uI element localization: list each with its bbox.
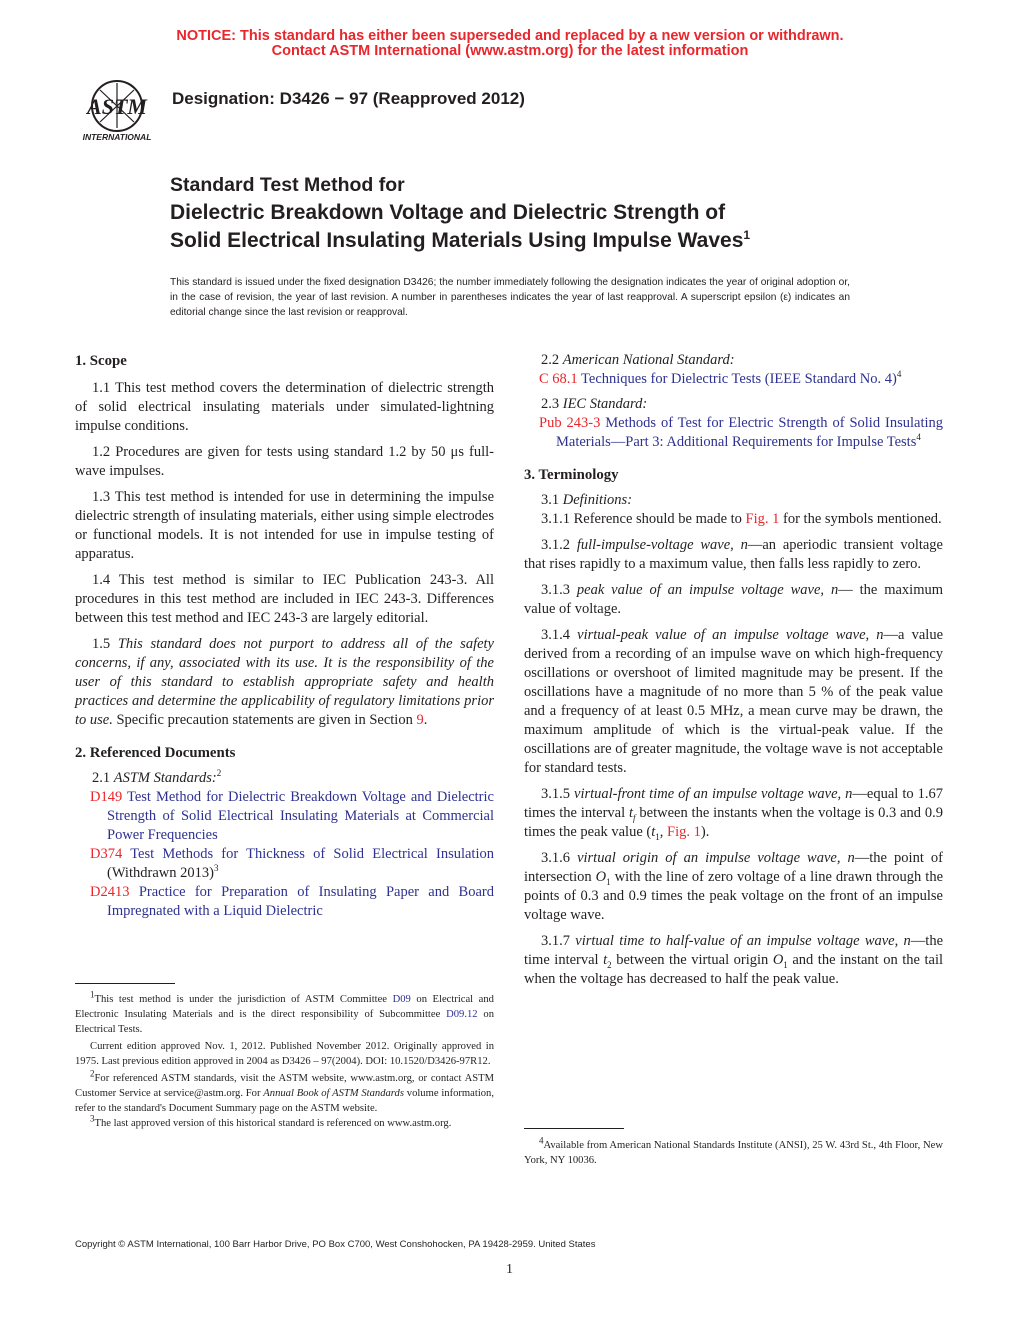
para-1-5: 1.5 This standard does not purport to address all of the safety concerns, if any, associated with its use. It is the responsibility of the user of this standard to establish appropriate safety and health practices and determine the applicability of regulatory limitations prior to use. Specific precaution statements are given in Section 9. (75, 636, 494, 728)
logo-text: ASTM (87, 94, 147, 119)
right-footnotes (524, 1135, 943, 1168)
title-footnote-mark: 1 (743, 228, 751, 242)
d09-12-link[interactable]: D09.12 (446, 1009, 478, 1020)
ref-pub-243-3-code[interactable]: Pub 243-3 (539, 415, 601, 431)
section-2-heading: 2. Referenced Documents (75, 745, 236, 761)
para-3-1-6: 3.1.6 virtual origin of an impulse voltage wave, n—the point of intersection $O_1$ with the line of zero voltage of a line drawn through the points of 0.3 and 0.9 times the peak voltage on the front of an impulse voltage wave. (524, 850, 944, 923)
para-3-1: 3.1 Definitions: (541, 492, 633, 508)
ref-c68-1: C 68.1 Techniques for Dielectric Tests (IEEE Standard No. 4)$^4$ (539, 369, 902, 387)
para-1-2: 1.2 Procedures are given for tests using standard 1.2 by 50 μs full-wave impulses. (75, 444, 494, 479)
ref-d2413 (75, 883, 494, 921)
page-number: 1 (506, 1262, 513, 1277)
para-1-1: 1.1 This test method covers the determination of dielectric strength of solid electrical insulating materials under simulated-lightning impulse conditions. (75, 380, 494, 434)
ref-d2413-title[interactable]: Practice for Preparation of Insulating Paper and Board Impregnated with a Liquid Dielectric (107, 884, 494, 919)
astm-logo (70, 78, 164, 144)
right-footnote-rule (524, 1128, 624, 1129)
para-3-1-7: 3.1.7 virtual time to half-value of an impulse voltage wave, n—the time interval $t_2$ between the virtual origin $O_1$ and the instant on the tail when the voltage has decreased to half the peak value. (524, 933, 944, 987)
ref-d374: D374 Test Methods for Thickness of Solid Electrical Insulation (Withdrawn 2013)$^3$ (90, 846, 494, 881)
fig-1-link[interactable]: Fig. 1 (745, 511, 780, 527)
ref-d374-code[interactable]: D374 (90, 846, 123, 862)
left-footnotes (75, 989, 495, 1131)
ref-c68-1-code[interactable]: C 68.1 (539, 371, 578, 387)
designation: Designation: D3426 − 97 (Reapproved 2012) (172, 89, 525, 108)
left-column (75, 352, 494, 921)
section-1-heading: 1. Scope (75, 353, 127, 369)
ref-pub-243-3-title[interactable]: Methods of Test for Electric Strength of Solid Insulating Materials—Part 3: Additional Requirements for Impulse Tests (556, 415, 943, 450)
ref-d2413-code[interactable]: D2413 (90, 884, 130, 900)
footnote-2: $^2$For referenced ASTM standards, visit the ASTM website, www.astm.org, or contact ASTM Customer Service at service@astm.org. For Annual Book of ASTM Standards volume information, refer to the standard's Document Summary page on the ASTM website. (75, 1068, 495, 1114)
notice-line-1: NOTICE: This standard has either been superseded and replaced by a new version or withdrawn. (176, 28, 844, 44)
section-9-link[interactable]: 9 (416, 712, 424, 728)
ref-d374-title[interactable]: Test Methods for Thickness of Solid Electrical Insulation (130, 846, 494, 862)
para-3-1-5: 3.1.5 virtual-front time of an impulse voltage wave, n—equal to 1.67 times the interval $t_f$ between the instants when the voltage is 0.3 and 0.9 times the peak value ($t_1$, Fig. 1). (524, 786, 944, 842)
para-1-3: 1.3 This test method is intended for use in determining the impulse dielectric strength of insulating materials, either using simple electrodes or functional models. It is not intended for use in impulse testing of apparatus. (75, 489, 494, 562)
para-3-1-3: 3.1.3 peak value of an impulse voltage wave, n— the maximum value of voltage. (524, 582, 944, 617)
footnote-1-edition: Current edition approved Nov. 1, 2012. Published November 2012. Originally approved in 1975. Last previous edition approved in 2004 as D3426 – 97(2004). DOI: 10.1520/D3426-97R12. (75, 1041, 494, 1067)
para-1-4: 1.4 This test method is similar to IEC Publication 243-3. All procedures in this test method are included in IEC 243-3. Differences between this test method and IEC 243-3 are largely editorial. (75, 572, 494, 626)
right-column (524, 351, 943, 989)
ref-pub-243-3: Pub 243-3 Methods of Test for Electric Strength of Solid Insulating Materials—Part 3: Additional Requirements for Impulse Tests$^4$ (539, 415, 943, 450)
left-footnote-rule (75, 983, 175, 984)
para-3-1-1: 3.1.1 Reference should be made to Fig. 1 for the symbols mentioned. (541, 511, 942, 527)
para-2-2: 2.2 American National Standard: (541, 352, 735, 368)
title-line-3: Solid Electrical Insulating Materials Using Impulse Waves$^1$ (170, 228, 751, 252)
ref-d149-code[interactable]: D149 (90, 789, 123, 805)
footnote-4: $^4$Available from American National Standards Institute (ANSI), 25 W. 43rd St., 4th Floor, New York, NY 10036. (524, 1135, 943, 1166)
logo-subtext: INTERNATIONAL (82, 132, 152, 142)
fig-1-link-2[interactable]: Fig. 1 (667, 824, 701, 840)
para-3-1-2: 3.1.2 full-impulse-voltage wave, n—an aperiodic transient voltage that rises rapidly to a maximum value, then falls less rapidly to zero. (524, 537, 943, 572)
copyright: Copyright © ASTM International, 100 Barr Harbor Drive, PO Box C700, West Conshohocken, PA 19428-2959. United States (75, 1239, 596, 1250)
section-3-heading: 3. Terminology (524, 467, 619, 483)
ref-d149-title[interactable]: Test Method for Dielectric Breakdown Voltage and Dielectric Strength of Solid Electrical Insulating Materials at Commercial Power Frequencies (107, 789, 494, 843)
d09-link[interactable]: D09 (392, 994, 411, 1005)
ref-c68-1-title[interactable]: Techniques for Dielectric Tests (IEEE Standard No. 4) (581, 371, 897, 387)
title-line-2: Dielectric Breakdown Voltage and Dielectric Strength of (170, 201, 726, 224)
footnote-3: $^3$The last approved version of this historical standard is referenced on www.astm.org. (90, 1113, 452, 1129)
intro-paragraph: This standard is issued under the fixed designation D3426; the number immediately following the designation indicates the year of original adoption or, in the case of revision, the year of last revision. A number in parentheses indicates the year of last reapproval. A superscript epsilon (ε) indicates an editorial change since the last revision or reapproval. (170, 277, 850, 319)
notice-line-2: Contact ASTM International (www.astm.org) for the latest information (271, 43, 749, 59)
footnote-1: $^1$This test method is under the jurisdiction of ASTM Committee D09 on Electrical and Electronic Insulating Materials and is the direct responsibility of Subcommittee D09.12 on Electrical Tests. (75, 989, 494, 1035)
title-line-1: Standard Test Method for (170, 174, 405, 196)
para-2-1: 2.1 ASTM Standards:$^2$ (92, 768, 222, 786)
para-2-3: 2.3 IEC Standard: (541, 396, 648, 412)
title-main (170, 199, 870, 255)
para-3-1-4: 3.1.4 virtual-peak value of an impulse voltage wave, n—a value derived from a recording of an impulse wave on which high-frequency oscillations or overshoot of limited magnitude may be present. If the oscillations have a magnitude of no more than 5 % of the peak value and a frequency of at least 0.5 MHz, a mean curve may be drawn, the maximum amplitude of which is the virtual-peak value. If the oscillations are of greater magnitude, the voltage wave is not acceptable for standard tests. (524, 627, 944, 776)
ref-d149 (75, 788, 494, 845)
